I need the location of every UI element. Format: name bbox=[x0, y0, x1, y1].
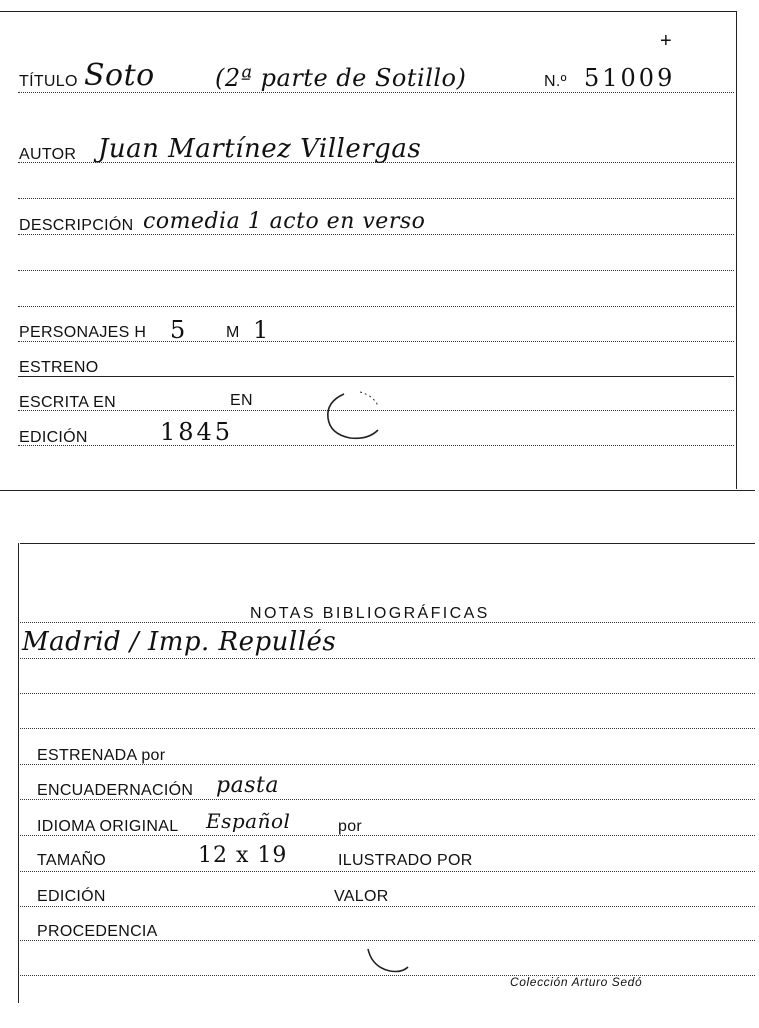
personajes-m-value: 1 bbox=[253, 316, 269, 344]
card-right-border bbox=[736, 11, 737, 489]
notas-line-3 bbox=[18, 693, 755, 694]
titulo-value: Soto bbox=[84, 58, 155, 93]
numero-value: 51009 bbox=[584, 64, 676, 92]
notas-line-4 bbox=[18, 728, 755, 729]
edicion-label: EDICIÓN bbox=[19, 429, 88, 446]
descripcion-value: comedia 1 acto en verso bbox=[143, 209, 426, 234]
idioma-label: IDIOMA ORIGINAL bbox=[37, 818, 179, 835]
estreno-line bbox=[18, 376, 734, 377]
notas-heading: NOTAS BIBLIOGRÁFICAS bbox=[250, 605, 490, 622]
descripcion-label: DESCRIPCIÓN bbox=[19, 217, 134, 234]
line-blank-3 bbox=[18, 306, 734, 307]
blank-line-bottom bbox=[18, 975, 755, 976]
notas-value: Madrid / Imp. Repullés bbox=[22, 627, 337, 657]
encuadernacion-label: ENCUADERNACIÓN bbox=[37, 782, 194, 799]
ilustrado-label: ILUSTRADO POR bbox=[338, 852, 473, 869]
valor-label: VALOR bbox=[334, 888, 389, 905]
estrenada-label: ESTRENADA por bbox=[37, 747, 166, 764]
numero-label: N.º bbox=[544, 73, 567, 90]
card-left-border bbox=[18, 543, 19, 1003]
en-label: EN bbox=[230, 392, 253, 409]
tamano-label: TAMAÑO bbox=[37, 852, 107, 869]
titulo-label: TÍTULO bbox=[19, 73, 78, 90]
personajes-label: PERSONAJES H bbox=[19, 324, 147, 341]
notas-line-2 bbox=[18, 658, 755, 659]
tamano-line bbox=[18, 871, 755, 872]
catalog-card-front bbox=[0, 0, 759, 500]
autor-label: AUTOR bbox=[19, 146, 77, 163]
card-top-border bbox=[0, 11, 736, 12]
notas-line bbox=[18, 622, 755, 623]
line-blank-2 bbox=[18, 270, 734, 271]
punch-hole-mark-back bbox=[364, 945, 414, 975]
punch-hole-mark bbox=[322, 388, 384, 444]
procedencia-label: PROCEDENCIA bbox=[37, 923, 158, 940]
titulo-note: (2ª parte de Sotillo) bbox=[215, 64, 467, 92]
catalog-card-back bbox=[0, 535, 759, 1028]
edicion-label-back: EDICIÓN bbox=[37, 888, 106, 905]
card-top-border bbox=[20, 543, 755, 544]
por-label: por bbox=[338, 818, 363, 835]
personajes-h-value: 5 bbox=[170, 316, 186, 344]
line-blank-1 bbox=[18, 198, 734, 199]
tamano-value: 12 x 19 bbox=[198, 843, 288, 868]
edicion-line bbox=[18, 445, 734, 446]
card-bottom-border bbox=[0, 490, 755, 491]
encuadernacion-value: pasta bbox=[216, 773, 279, 798]
escrita-en-label: ESCRITA EN bbox=[19, 394, 116, 411]
edicion-value: 1845 bbox=[160, 418, 234, 446]
autor-value: Juan Martínez Villergas bbox=[98, 134, 422, 164]
edicion-valor-line bbox=[18, 906, 755, 907]
estreno-label: ESTRENO bbox=[19, 359, 99, 376]
plus-mark: + bbox=[660, 30, 673, 52]
personajes-m-label: M bbox=[226, 324, 240, 341]
coleccion-stamp: Colección Arturo Sedó bbox=[510, 975, 643, 989]
idioma-value: Español bbox=[206, 809, 291, 833]
